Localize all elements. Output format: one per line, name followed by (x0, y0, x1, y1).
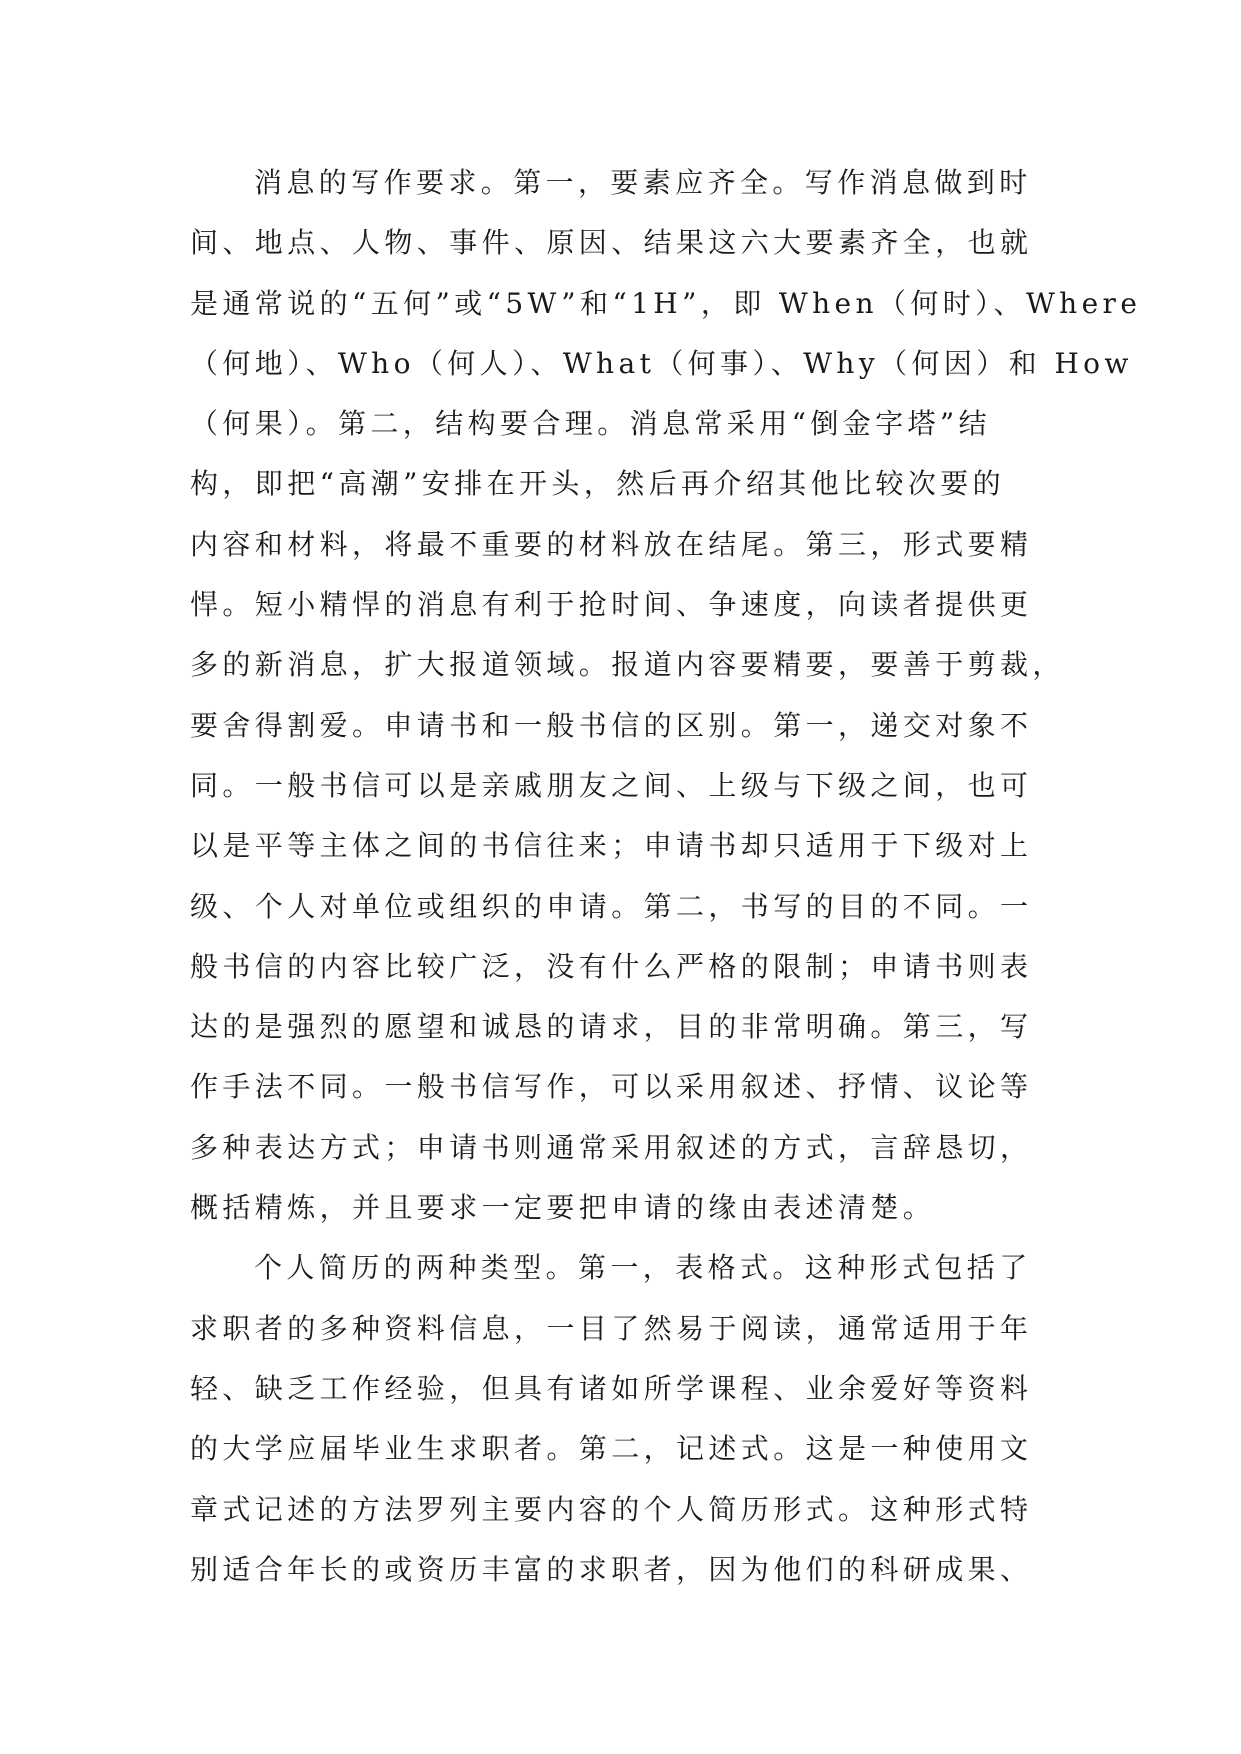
paragraph-1-line: 以是平等主体之间的书信往来；申请书却只适用于下级对上 (190, 829, 1033, 863)
paragraph-2-line: 别适合年长的或资历丰富的求职者，因为他们的科研成果、 (190, 1552, 1033, 1586)
paragraph-2-line: 求职者的多种资料信息，一目了然易于阅读，通常适用于年 (190, 1311, 1033, 1345)
paragraph-1-line: 要舍得割爱。申请书和一般书信的区别。第一，递交对象不 (190, 708, 1033, 742)
paragraph-1-line: 是通常说的“五何”或“5W”和“1H”，即 When（何时）、Where (190, 286, 1142, 320)
paragraph-1-line: 内容和材料，将最不重要的材料放在结尾。第三，形式要精 (190, 527, 1033, 561)
paragraph-2-line: 的大学应届毕业生求职者。第二，记述式。这是一种使用文 (190, 1432, 1033, 1466)
paragraph-1-line: 间、地点、人物、事件、原因、结果这六大要素齐全，也就 (190, 226, 1033, 260)
paragraph-2-line: 轻、缺乏工作经验，但具有诸如所学课程、业余爱好等资料 (190, 1371, 1033, 1405)
paragraph-1-line: 般书信的内容比较广泛，没有什么严格的限制；申请书则表 (190, 949, 1033, 983)
paragraph-1-line: 悍。短小精悍的消息有利于抢时间、争速度，向读者提供更 (190, 588, 1033, 622)
paragraph-1-line: 概括精炼，并且要求一定要把申请的缘由表述清楚。 (190, 1191, 936, 1225)
paragraph-2-line: 章式记述的方法罗列主要内容的个人简历形式。这种形式特 (190, 1492, 1033, 1526)
paragraph-2-line: 个人简历的两种类型。第一，表格式。这种形式包括了 (254, 1251, 1032, 1285)
paragraph-1-line: 多种表达方式；申请书则通常采用叙述的方式，言辞恳切， (190, 1130, 1033, 1164)
paragraph-1-line: 多的新消息，扩大报道领域。报道内容要精要，要善于剪裁， (190, 648, 1065, 682)
paragraph-1-line: 达的是强烈的愿望和诚恳的请求，目的非常明确。第三，写 (190, 1010, 1033, 1044)
paragraph-1-line: 作手法不同。一般书信写作，可以采用叙述、抒情、议论等 (190, 1070, 1033, 1104)
paragraph-1-line: 同。一般书信可以是亲戚朋友之间、上级与下级之间，也可 (190, 768, 1033, 802)
paragraph-1-line: 级、个人对单位或组织的申请。第二，书写的目的不同。一 (190, 889, 1033, 923)
paragraph-1-line: 构，即把“高潮”安排在开头，然后再介绍其他比较次要的 (190, 467, 1006, 501)
document-body (190, 153, 1142, 1600)
paragraph-1-line: （何地）、Who（何人）、What（何事）、Why（何因）和 How (190, 346, 1133, 380)
paragraph-1-line: 消息的写作要求。第一，要素应齐全。写作消息做到时 (254, 166, 1032, 199)
paragraph-1-line: （何果）。第二，结构要合理。消息常采用“倒金字塔”结 (190, 407, 992, 441)
